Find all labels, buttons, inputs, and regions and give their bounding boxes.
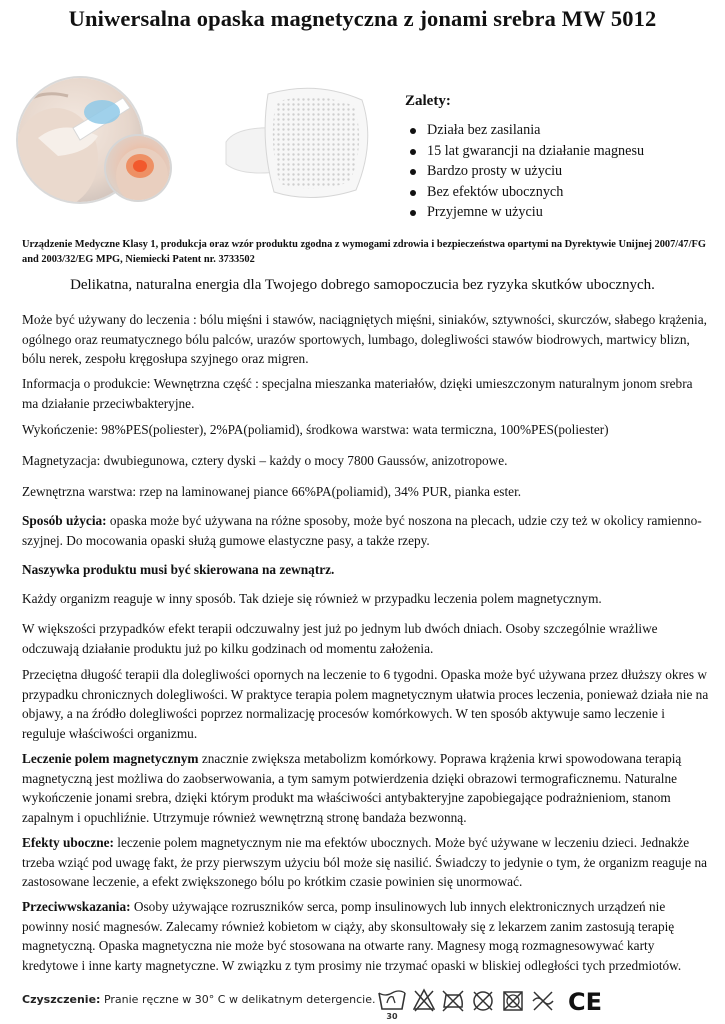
- magnetic-band-photo: [216, 82, 386, 206]
- ce-mark-icon: [567, 985, 603, 1015]
- magnetic-treatment-label: Leczenie polem magnetycznym: [22, 751, 199, 766]
- no-bleach-icon: [413, 985, 435, 1015]
- no-wring-icon: [531, 985, 555, 1015]
- outer-layer-paragraph: Zewnętrzna warstwa: rzep na laminowanej piance 66%PA(poliamid), 34% PUR, pianka ester.: [22, 484, 522, 499]
- tagline: Delikatna, naturalna energia dla Twojego dobrego samopoczucia bez ryzyka skutków ubocznych.: [70, 277, 655, 293]
- advantages-heading: Zalety:: [405, 93, 451, 109]
- no-iron-icon: [441, 985, 465, 1015]
- magnetization-paragraph: Magnetyzacja: dwubiegunowa, cztery dyski – każdy o mocy 7800 Gaussów, anizotropowe.: [22, 453, 508, 468]
- advantages-list: [407, 120, 644, 223]
- reaction-paragraph: Każdy organizm reaguje w inny sposób. Tak dzieje się również w przypadku leczenia polem magnetycznym.: [22, 591, 602, 606]
- side-effects-text: leczenie polem magnetycznym nie ma efektów ubocznych. Może być używane w leczeniu dzieci. Jednakże trzeba wziąć pod uwagę fakt, że przy pierwszym użyciu ból może się nasilić. Świadczy to jedynie o tym, że organizm reaguje na zastosowane leczenie, a efekt zwiększonego bólu po krótkim czasie powinien się unormować.: [22, 835, 708, 889]
- magnetic-treatment-paragraph: [22, 749, 710, 827]
- therapy-length-paragraph: Przeciętna długość terapii dla dolegliwości opornych na leczenie to 6 tygodni. Opaska może być używana przez dłuższy okres w przypadku chronicznych dolegliwości. W praktyce terapia polem magnetycznym ułatwia proces leczenia, ponieważ działa nie na objawy, a na źródło dolegliwości poprzez normalizację procesów komórkowych. W ten sposób aktywuje samo leczenie i reguluje właściwości organizmu.: [22, 667, 709, 741]
- patch-note: [22, 560, 710, 580]
- care-instructions: [22, 985, 712, 1021]
- uses-paragraph: Może być używany do leczenia : bólu mięśni i stawów, naciągniętych mięśni, siniaków, sztywności, skurczów, słabego krążenia, ogólnego oraz reumatycznego bólu palców, urazów sportowych, lumbago, dolegliwości stawów biodrowych, martwicy blizn, bólu nerek, zespołu kręgosłupa szyjnego oraz migren.: [22, 312, 707, 366]
- contraindications-text: Osoby używające rozruszników serca, pomp insulinowych lub innych elektronicznych urządzeń nie powinny nosić magnesów. Zalecamy również kobietom w ciąży, aby skonsultowały się z lekarzem zanim zastosują terapię magnetyczną. Opaska magnetyczna nie może być stosowana na otwarte rany. Magnesy mogą rozmagnesowywać karty kredytowe i inne karty magnetyczne. W związku z tym prosimy nie trzymać opaski w bliskiej odległości tych przedmiotów.: [22, 899, 682, 973]
- usage-label: Sposób użycia:: [22, 513, 107, 528]
- side-effects-label: Efekty uboczne:: [22, 835, 114, 850]
- product-info-paragraph: Informacja o produkcie: Wewnętrzna część : specjalna mieszanka materiałów, dzięki umieszczonym naturalnym jonom srebra ma działanie przeciwbakteryjne.: [22, 376, 693, 411]
- list-item: Przyjemne w użyciu: [407, 202, 644, 223]
- certification-note: Urządzenie Medyczne Klasy 1, produkcja oraz wzór produktu zgodna z wymogami zdrowia i bezpieczeństwa opartymi na Dyrektywie Unijnej 2007/47/FG and 2003/32/EG MPG, Niemiecki Patent nr. 3733502: [22, 239, 706, 265]
- ce-mark-text: CE: [567, 988, 603, 1015]
- side-effects-paragraph: [22, 833, 710, 892]
- magnetic-treatment-text: znacznie zwiększa metabolizm komórkowy. Poprawa krążenia krwi spowodowana terapią magnetyczną jest możliwa do zaobserwowania, a tym samym potwierdzenia dzięki obrazowi termograficznemu. Naturalne wykończenie jonami srebra, dzięki którym produkt ma właściwości antybakteryjne zapobiegające podrażnieniom, stanom zapalnym i opuchliźnie. Utrzymuje również wewnętrzną stronę bandaża bezwonną.: [22, 751, 682, 825]
- wash-temp: 30: [386, 1012, 398, 1021]
- shoulder-pain-photo: [106, 136, 170, 200]
- care-description: Pranie ręczne w 30° C w delikatnym detergencie.: [100, 993, 376, 1006]
- effect-time-paragraph: W większości przypadków efekt terapii odczuwalny jest już po jednym lub dwóch dniach. Osoby szczególnie wrażliwe odczuwają działanie produktu już po kilku godzinach od momentu założenia.: [22, 621, 658, 656]
- product-images: [18, 78, 400, 226]
- list-item: Bardzo prosty w użyciu: [407, 161, 644, 182]
- usage-text: opaska może być używana na różne sposoby, może być noszona na plecach, udzie czy też w okolicy ramienno-szyjnej. Do mocowania opaski służą gumowe elastyczne pasy, a także rzepy.: [22, 513, 702, 548]
- care-label: Czyszczenie:: [22, 993, 101, 1006]
- patch-note-text: Naszywka produktu musi być skierowana na zewnątrz.: [22, 562, 335, 577]
- finish-paragraph: Wykończenie: 98%PES(poliester), 2%PA(poliamid), środkowa warstwa: wata termiczna, 100%PES(poliester): [22, 422, 609, 437]
- list-item: 15 lat gwarancji na działanie magnesu: [407, 141, 644, 162]
- list-item: Bez efektów ubocznych: [407, 182, 644, 203]
- page-title: Uniwersalna opaska magnetyczna z jonami srebra MW 5012: [68, 6, 657, 31]
- care-text: [22, 993, 376, 1006]
- no-tumble-dry-icon: [501, 985, 525, 1015]
- hand-wash-30-icon: [377, 985, 407, 1021]
- list-item: Działa bez zasilania: [407, 120, 644, 141]
- contraindications-label: Przeciwwskazania:: [22, 899, 131, 914]
- usage-paragraph: [22, 511, 710, 550]
- contraindications-paragraph: [22, 897, 710, 975]
- no-dry-clean-icon: [471, 985, 495, 1015]
